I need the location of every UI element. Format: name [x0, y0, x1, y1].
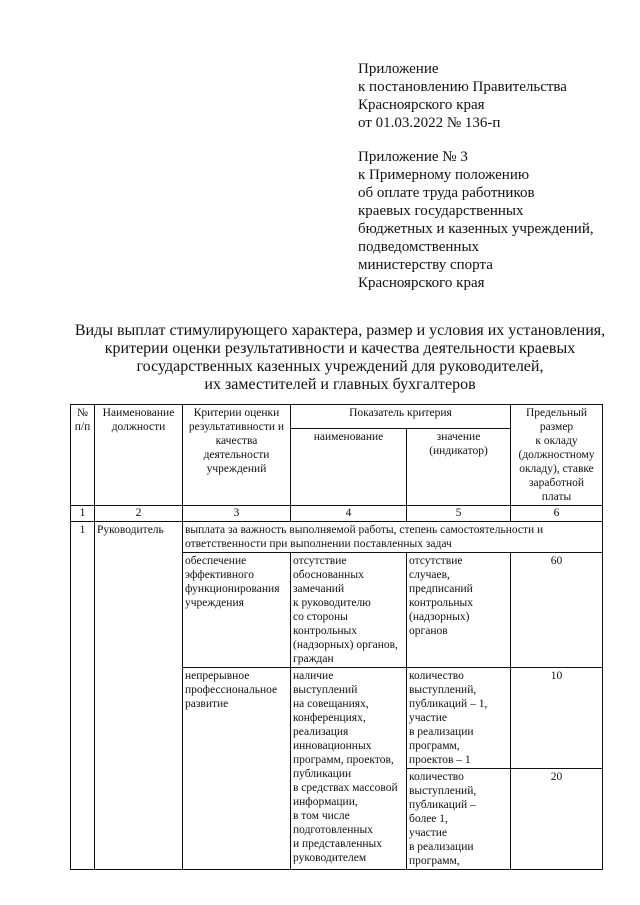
- indicator-line: отсутствие: [293, 555, 347, 567]
- column-numbers-row: [71, 506, 603, 522]
- value-line: участие: [409, 827, 448, 839]
- header-criteria-line: Критерии оценки: [193, 407, 280, 419]
- indicator-cell: [291, 668, 407, 870]
- value-cell: [407, 553, 511, 668]
- appendix-1-line: Красноярского края: [358, 97, 485, 113]
- appendix-1-line: Приложение: [358, 61, 439, 77]
- indicator-line: в средствах массовой: [293, 782, 398, 794]
- value-line: количество: [409, 771, 464, 783]
- header-criteria-line: качества: [215, 435, 258, 447]
- value-line: публикаций –: [409, 799, 476, 811]
- title-line: критерии оценки результативности и качества деятельности краевых: [104, 340, 576, 357]
- appendix-3-line: об оплате труда работников: [358, 185, 535, 201]
- section-title-line: выплата за важность выполняемой работы, степень самостоятельности и: [185, 524, 544, 536]
- section-row: [71, 522, 603, 553]
- value-line: органов: [409, 625, 448, 637]
- header-criteria-line: учреждений: [206, 463, 267, 475]
- header-max: [511, 405, 603, 506]
- header-max-line: к окладу: [535, 435, 578, 447]
- header-position-line: должности: [111, 421, 166, 433]
- value-line: количество: [409, 670, 464, 682]
- value-line: выступлений,: [409, 785, 477, 797]
- indicator-line: и представленных: [293, 838, 383, 850]
- indicator-line: инновационных: [293, 740, 372, 752]
- appendix-3-header: [358, 148, 628, 292]
- value-line: более 1,: [409, 813, 448, 825]
- value-line: программ,: [409, 740, 460, 752]
- indicator-line: информации,: [293, 796, 358, 808]
- value-line: предписаний: [409, 583, 473, 595]
- indicator-line: наличие: [293, 670, 334, 682]
- column-number: 5: [407, 506, 511, 522]
- indicator-line: граждан: [293, 653, 334, 665]
- value-cell: [407, 769, 511, 870]
- criterion-line: эффективного: [185, 569, 254, 581]
- criterion-line: непрерывное: [185, 670, 250, 682]
- indicator-line: к руководителю: [293, 597, 371, 609]
- position-cell: Руководитель: [95, 522, 183, 870]
- appendix-3-line: к Примерному положению: [358, 167, 530, 183]
- appendix-3-line: министерству спорта: [358, 257, 493, 273]
- criterion-cell: [183, 553, 291, 668]
- header-max-line: размер: [539, 421, 574, 433]
- payments-table: [70, 404, 603, 870]
- indicator-line: (надзорных) органов,: [293, 639, 398, 651]
- value-line: в реализации: [409, 841, 474, 853]
- title-line: их заместителей и главных бухгалтеров: [204, 376, 476, 393]
- value-line: программ,: [409, 855, 460, 867]
- appendix-1-line: к постановлению Правительства: [358, 79, 567, 95]
- criterion-line: развитие: [185, 698, 229, 710]
- indicator-line: руководителем: [293, 852, 367, 864]
- value-line: проектов – 1: [409, 754, 471, 766]
- criterion-line: функционирования: [185, 583, 280, 595]
- section-title-line: ответственности при выполнении поставленных задач: [185, 538, 452, 550]
- document-title: [40, 322, 640, 394]
- indicator-cell: [291, 553, 407, 668]
- appendix-3-line: бюджетных и казенных учреждений,: [358, 221, 594, 237]
- column-number: 3: [183, 506, 291, 522]
- indicator-line: конференциях,: [293, 712, 366, 724]
- header-max-line: (должностному: [518, 449, 595, 461]
- value-cell: [407, 668, 511, 769]
- table-header-row: [71, 405, 603, 429]
- appendix-3-line: Красноярского края: [358, 275, 485, 291]
- value-line: случаев,: [409, 569, 450, 581]
- appendix-3-line: краевых государственных: [358, 203, 524, 219]
- header-value-line: (индикатор): [429, 445, 488, 457]
- header-max-line: платы: [541, 491, 572, 503]
- header-indicator: Показатель критерия: [291, 405, 511, 429]
- indicator-line: публикации: [293, 768, 352, 780]
- header-num: [71, 405, 95, 506]
- criterion-line: профессиональное: [185, 684, 278, 696]
- column-number: 1: [71, 506, 95, 522]
- column-number: 6: [511, 506, 603, 522]
- max-value-cell: 10: [511, 668, 603, 769]
- indicator-line: выступлений: [293, 684, 358, 696]
- value-line: отсутствие: [409, 555, 463, 567]
- criterion-cell: [183, 668, 291, 870]
- max-value-cell: 20: [511, 769, 603, 870]
- indicator-line: реализация: [293, 726, 349, 738]
- header-value-line: значение: [436, 431, 481, 443]
- value-line: в реализации: [409, 726, 474, 738]
- title-line: государственных казенных учреждений для руководителей,: [136, 358, 544, 375]
- header-num-line: п/п: [74, 421, 91, 433]
- header-position-line: Наименование: [102, 407, 175, 419]
- title-line: Виды выплат стимулирующего характера, размер и условия их установления,: [74, 322, 606, 339]
- header-max-line: окладу), ставке: [519, 463, 594, 475]
- column-number: 2: [95, 506, 183, 522]
- criterion-line: обеспечение: [185, 555, 247, 567]
- header-max-line: заработной: [528, 477, 585, 489]
- indicator-line: контрольных: [293, 625, 358, 637]
- value-line: участие: [409, 712, 448, 724]
- header-criteria-line: результативности и: [188, 421, 285, 433]
- appendix-1-header: [358, 60, 628, 132]
- max-value-cell: 60: [511, 553, 603, 668]
- indicator-line: обоснованных: [293, 569, 364, 581]
- row-number: 1: [71, 522, 95, 870]
- header-criteria: [183, 405, 291, 506]
- column-number: 4: [291, 506, 407, 522]
- value-line: контрольных: [409, 597, 474, 609]
- header-indicator-value: [407, 429, 511, 506]
- value-line: (надзорных): [409, 611, 470, 623]
- indicator-line: программ, проектов,: [293, 754, 394, 766]
- header-criteria-line: деятельности: [203, 449, 270, 461]
- indicator-line: замечаний: [293, 583, 345, 595]
- header-indicator-name: наименование: [291, 429, 407, 506]
- header-position: [95, 405, 183, 506]
- section-title: [183, 522, 603, 553]
- value-line: выступлений,: [409, 684, 477, 696]
- indicator-line: на совещаниях,: [293, 698, 369, 710]
- criterion-line: учреждения: [185, 597, 244, 609]
- indicator-line: в том числе: [293, 810, 350, 822]
- value-line: публикаций – 1,: [409, 698, 488, 710]
- appendix-3-line: Приложение № 3: [358, 149, 468, 165]
- appendix-1-line: от 01.03.2022 № 136-п: [358, 115, 501, 131]
- header-max-line: Предельный: [526, 407, 587, 419]
- indicator-line: со стороны: [293, 611, 348, 623]
- appendix-3-line: подведомственных: [358, 239, 480, 255]
- header-num-line: №: [77, 407, 88, 419]
- indicator-line: подготовленных: [293, 824, 373, 836]
